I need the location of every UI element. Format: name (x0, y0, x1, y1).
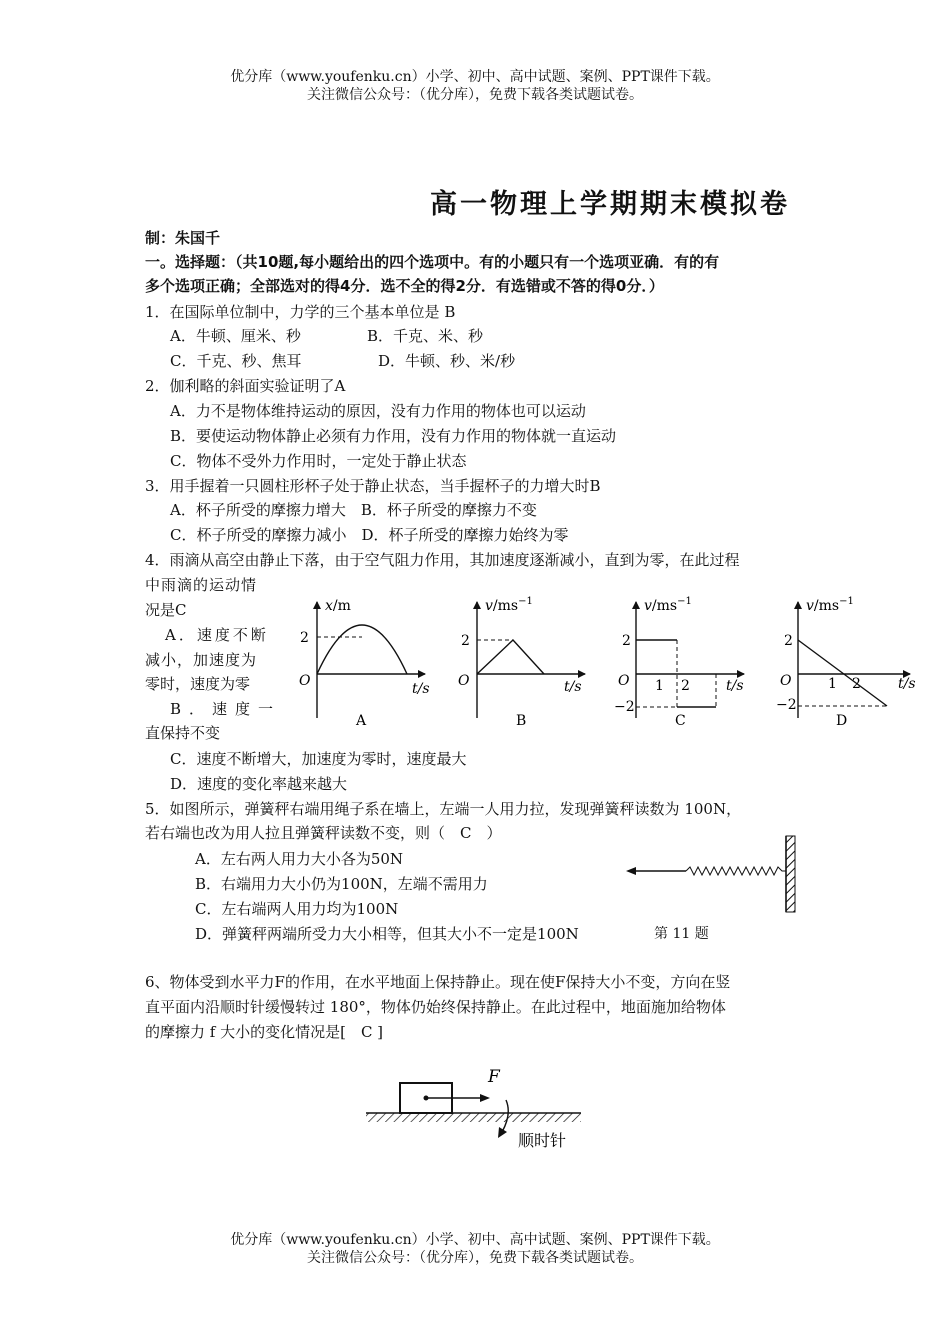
graph-a-ylabel: x/m (325, 598, 351, 614)
spring-scale-figure (620, 830, 800, 920)
footer-line-2: 关注微信公众号：（优分库），免费下载各类试题试卷。 (307, 1250, 643, 1266)
ground-hatch (366, 1113, 581, 1122)
graph-c-origin: O (618, 673, 630, 689)
graph-a-curve (317, 625, 407, 674)
q1-stem: 1．在国际单位制中，力学的三个基本单位是 B (145, 303, 456, 321)
q5-figure-caption: 第 11 题 (654, 926, 709, 942)
q3-stem: 3．用手握着一只圆柱形杯子处于静止状态，当手握杯子的力增大时B (145, 477, 601, 495)
header-line-1: 优分库（www.youfenku.cn）小学、初中、高中试题、案例、PPT课件下载。 (230, 69, 720, 85)
q4-option-d: D．速度的变化率越来越大 (170, 775, 348, 793)
graph-a-origin: O (299, 673, 311, 689)
graph-a-tick-2: 2 (300, 630, 309, 646)
graph-a (299, 598, 430, 729)
q5-option-c: C．左右端两人用力均为100N (195, 900, 399, 918)
q4-graphs (280, 590, 930, 740)
graph-b-caption: B (516, 713, 527, 729)
page-title: 高一物理上学期期末模拟卷 (430, 189, 790, 220)
q6-line-3: 的摩擦力 f 大小的变化情况是[ C ] (145, 1023, 384, 1041)
q4-option-b-line-2: 直保持不变 (145, 724, 221, 742)
wall-hatch (786, 836, 795, 912)
q2-option-a: A．力不是物体维持运动的原因，没有力作用的物体也可以运动 (170, 402, 586, 420)
graph-b-ylabel: $v/ms^{-1}$ (485, 596, 533, 614)
graph-d-xlabel: t/s (898, 676, 916, 692)
q5-option-d: D．弹簧秤两端所受力大小相等，但其大小不一定是100N (195, 925, 579, 943)
graph-d (776, 596, 916, 729)
graph-c-tick-neg2: −2 (614, 699, 635, 715)
graph-d-tick-x1: 1 (828, 676, 837, 692)
clockwise-arrow-head (498, 1127, 507, 1138)
q5-option-a: A．左右两人用力大小各为50N (195, 850, 404, 868)
force-label: F (488, 1067, 500, 1087)
header-line-2: 关注微信公众号：（优分库），免费下载各类试题试卷。 (307, 87, 643, 103)
clockwise-label: 顺时针 (518, 1131, 567, 1150)
force-arrow-head (480, 1094, 490, 1102)
q4-option-c: C．速度不断增大，加速度为零时，速度最大 (170, 750, 467, 768)
section-heading-line-2: 多个选项正确；全部选对的得4分．选不全的得2分．有选错或不答的得0分．） (145, 277, 664, 295)
q4-stem-line-1: 4．雨滴从高空由静止下落，由于空气阻力作用，其加速度逐渐减小，直到为零，在此过程 (145, 551, 740, 569)
graph-b-origin: O (458, 673, 470, 689)
spring-coil (686, 867, 786, 875)
q2-option-c: C．物体不受外力作用时，一定处于静止状态 (170, 452, 467, 470)
graph-c (614, 596, 744, 729)
q5-option-b: B．右端用力大小仍为100N，左端不需用力 (195, 875, 488, 893)
graph-c-xlabel: t/s (726, 678, 744, 694)
q1-option-d: D．牛顿、秒、米/秒 (378, 352, 516, 370)
graph-d-tick-x2: 2 (852, 676, 861, 692)
q5-stem-line-1: 5．如图所示，弹簧秤右端用绳子系在墙上，左端一人用力拉，发现弹簧秤读数为 100N， (145, 800, 742, 818)
graph-d-ylabel: $v/ms^{-1}$ (806, 596, 854, 614)
q1-option-a: A．牛顿、厘米、秒 (170, 327, 301, 345)
q4-option-b-line-1: B．速度一 (170, 700, 282, 718)
graph-b (458, 596, 585, 729)
graph-d-tick-neg2: −2 (776, 697, 797, 713)
graph-c-caption: C (675, 713, 686, 729)
pull-arrow-head (626, 867, 636, 875)
q4-stem-line-3: 况是C (145, 601, 187, 619)
q4-stem-line-2: 中雨滴的运动情 (145, 576, 258, 594)
block-force-figure (360, 1062, 590, 1157)
q2-option-b: B．要使运动物体静止必须有力作用，没有力作用的物体就一直运动 (170, 427, 617, 445)
graph-d-line (798, 640, 887, 706)
q4-option-a-line-2: 减小，加速度为 (145, 651, 258, 669)
q5-stem-line-2: 若右端也改为用人拉且弹簧秤读数不变，则（ C ） (145, 824, 502, 842)
q6-line-2: 直平面内沿顺时针缓慢转过 180°，物体仍始终保持静止。在此过程中，地面施加给物体 (145, 998, 726, 1016)
graph-a-xlabel: t/s (412, 681, 430, 697)
q1-option-b: B．千克、米、秒 (367, 327, 484, 345)
graph-d-caption: D (836, 713, 848, 729)
graph-c-tick-x2: 2 (681, 678, 690, 694)
graph-b-tick-2: 2 (461, 633, 470, 649)
q4-option-a-line-3: 零时，速度为零 (145, 675, 251, 693)
section-heading-line-1: 一。选择题：（共10题,每小题给出的四个选项中。有的小题只有一个选项亚确．有的有 (145, 253, 720, 271)
q3-options-ab: A．杯子所受的摩擦力增大 B．杯子所受的摩擦力不变 (170, 501, 537, 519)
graph-d-origin: O (780, 673, 792, 689)
author: 制：朱国千 (145, 229, 221, 247)
graph-b-xlabel: t/s (564, 679, 582, 695)
q4-option-a-line-1: A．速度不断 (165, 626, 269, 644)
graph-a-caption: A (356, 713, 367, 729)
q2-stem: 2．伽利略的斜面实验证明了A (145, 377, 346, 395)
graph-d-tick-2: 2 (784, 633, 793, 649)
q1-option-c: C．千克、秒、焦耳 (170, 352, 302, 370)
graph-c-ylabel: $v/ms^{-1}$ (644, 596, 692, 614)
q3-options-cd: C．杯子所受的摩擦力减小 D．杯子所受的摩擦力始终为零 (170, 526, 569, 544)
footer-line-1: 优分库（www.youfenku.cn）小学、初中、高中试题、案例、PPT课件下载。 (230, 1232, 720, 1248)
graph-c-tick-2: 2 (622, 633, 631, 649)
q6-line-1: 6、物体受到水平力F的作用，在水平地面上保持静止。现在使F保持大小不变，方向在竖 (145, 973, 731, 991)
graph-b-line (477, 640, 544, 674)
graph-c-tick-x1: 1 (655, 678, 664, 694)
